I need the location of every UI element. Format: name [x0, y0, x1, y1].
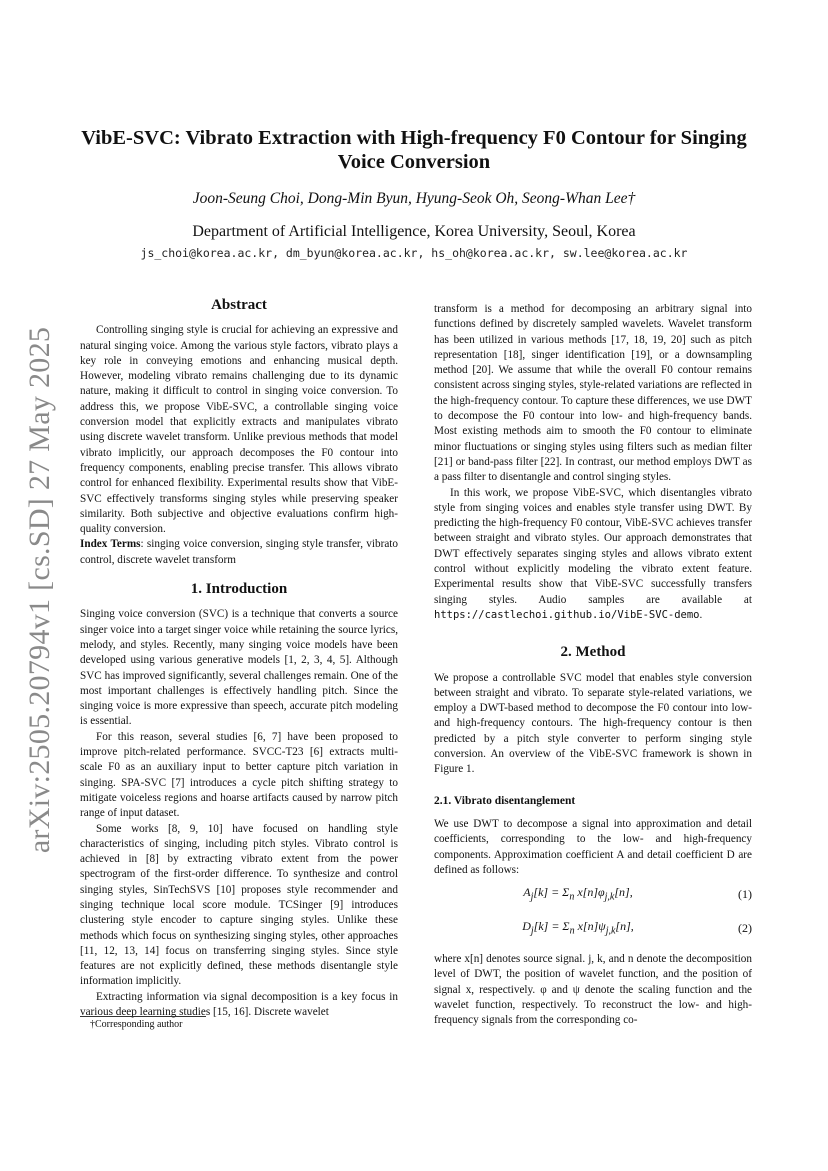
- affiliation: Department of Artificial Intelligence, Korea University, Seoul, Korea: [192, 223, 636, 240]
- equation-2-number: (2): [738, 921, 752, 936]
- arxiv-stamp: [20, 326, 60, 854]
- demo-url-link[interactable]: https://castlechoi.github.io/VibE-SVC-demo: [434, 608, 700, 621]
- equation-2-body: $D_j[k] = \Sigma_n$ $x[n]\psi_{j,k}[n]$,: [522, 919, 634, 937]
- equation-1-body: $A_j[k] = \Sigma_n$ $x[n]\varphi_{j,k}[n]$,: [523, 885, 633, 903]
- equation-2: [434, 912, 752, 946]
- equation-1-number: (1): [738, 887, 752, 902]
- index-terms-text: : singing voice conversion, singing style transfer, vibrato control, discrete wavelet transform: [80, 538, 398, 566]
- intro-paragraph-2: For this reason, several studies [6, 7] have been proposed to improve pitch-related performance. SVCC-T23 [6] extracts multi-scale F0 as an auxiliary input to better capture pitch variation in singing. SPA-SVC [7] introduces a cycle pitch shifting strategy to mitigate voiceless regions and hoarse artifacts caused by narrow pitch range of input dataset.: [80, 730, 398, 820]
- footnote: †Corresponding author: [90, 1019, 183, 1030]
- author-emails: js_choi@korea.ac.kr, dm_byun@korea.ac.kr, hs_oh@korea.ac.kr, sw.lee@korea.ac.kr: [140, 246, 688, 260]
- intro-paragraph-6-text: In this work, we propose VibE-SVC, which disentangles vibrato style from singing voices and enables style transfer using DWT. By predicting the high-frequency F0 contour, VibE-SVC achieves transfer between straight and vibrato styles. Our approach demonstrates that DWT effectively separates singing styles and allows vibrato extent control without explicitly modeling the vibrato extent feature. Experimental results show that VibE-SVC successfully transfers singing styles. Audio samples are available at: [434, 486, 752, 606]
- intro-paragraph-6-end: .: [699, 608, 703, 621]
- intro-paragraph-3: Some works [8, 9, 10] have focused on handling style characteristics of singing, including pitch styles. Vibrato control is achieved in [8] by extracting vibrato extent from the power spectrogram of the first-order difference. To synthesize and control singing styles, SinTechSVS [10] proposes style recommender and singing technique local score module. TCSinger [9] introduces clustering style encoder to capture singing styles. Unlike these methods which focus on synthesizing singing styles, other approaches [11, 12, 13, 14] focus on transferring singing styles. Since style features are not explicitly defined, these methods disentangle style information implicitly.: [80, 822, 398, 988]
- intro-paragraph-4: Extracting information via signal decomposition is a key focus in various deep learning studies [15, 16]. Discrete wavelet: [80, 990, 398, 1019]
- authors: Joon-Seung Choi, Dong-Min Byun, Hyung-Seok Oh, Seong-Whan Lee†: [192, 190, 636, 207]
- index-terms-label: Index Terms: [80, 538, 141, 551]
- abstract-heading: Abstract: [211, 297, 267, 313]
- left-column: [80, 298, 398, 1020]
- method-paragraph-3: where x[n] denotes source signal. j, k, and n denote the decomposition level of DWT, the position of wavelet function, and the position of signal x, respectively. φ and ψ denote the scaling function and the wavelet function, respectively. To reconstruct the low- and high-frequency signals from the corresponding co-: [434, 953, 752, 1027]
- paper-title: [80, 126, 748, 174]
- intro-paragraph-5: transform is a method for decomposing an arbitrary signal into functions defined by discretely sampled wavelets. Wavelet transform has been utilized in various methods [17, 18, 19, 20] such as pitch representation [18], singer identification [19], or a downsampling method [20]. We assume that while the overall F0 contour remains consistent across singing styles, style-related variations are reflected in the high-frequency contour. To capture these differences, we use DWT to decompose the F0 contour into low- and high-frequency bands. Most existing methods aim to smooth the F0 contour to eliminate minor fluctuations or singing styles using filters such as median filter [21] or band-pass filter [22]. In contrast, our method employs DWT as a pass filter to disentangle and control singing styles.: [434, 303, 752, 484]
- abstract-text: Controlling singing style is crucial for achieving an expressive and natural singing voice. Among the various style factors, vibrato plays a key role in conveying emotions and enhancing musical depth. However, modeling vibrato remains challenging due to its dynamic nature, making it difficult to control in singing voice conversion. To address this, we propose VibE-SVC, a controllable singing voice conversion model that explicitly extracts and manipulates vibrato using discrete wavelet transform. Unlike previous methods that model vibrato implicitly, our approach decomposes the F0 contour into frequency components, enabling precise transfer. This allows vibrato control for enhanced flexibility. Experimental results show that VibE-SVC effectively transforms singing styles while preserving speaker similarity. Both subjective and objective evaluations confirm high-quality conversion.: [80, 324, 398, 536]
- title-line-2: Voice Conversion: [337, 151, 491, 173]
- intro-paragraph-6: [434, 486, 752, 624]
- intro-paragraph-1: Singing voice conversion (SVC) is a technique that converts a source singer voice into a target singer voice while retaining the source lyrics, melody, and styles. Recently, many singing voice models have been developed using various generative models [1, 2, 3, 4, 5]. Although SVC has improved significantly, several challenges remain. One of the most important challenges is effectively handling pitch. Since the singing voice is more expressive than speech, accurate pitch modeling is essential.: [80, 608, 398, 728]
- subsection-heading: 2.1. Vibrato disentanglement: [434, 794, 576, 807]
- equation-1: [434, 878, 752, 912]
- method-paragraph-1: We propose a controllable SVC model that enables style conversion between straight and vibrato. To separate style-related variations, we employ a DWT-based method to decompose the F0 contour into low- and high-frequency contours. The high-frequency contour is then predicted by a pitch style converter to perform singing style conversion. An overview of the VibE-SVC framework is shown in Figure 1.: [434, 671, 752, 776]
- index-terms: [80, 537, 398, 568]
- arxiv-id: arXiv:2505.20794v1 [cs.SD] 27 May 2025: [23, 326, 56, 854]
- method-heading: 2. Method: [560, 644, 626, 661]
- right-column: [434, 302, 752, 1029]
- title-line-1: VibE-SVC: Vibrato Extraction with High-frequency F0 Contour for Singing: [81, 127, 747, 149]
- footnote-rule: [80, 1016, 206, 1017]
- method-paragraph-2: We use DWT to decompose a signal into approximation and detail coefficients, corresponding to the low- and high-frequency components. Approximation coefficient A and detail coefficient D are defined as follows:: [434, 817, 752, 876]
- introduction-heading: 1. Introduction: [190, 581, 288, 598]
